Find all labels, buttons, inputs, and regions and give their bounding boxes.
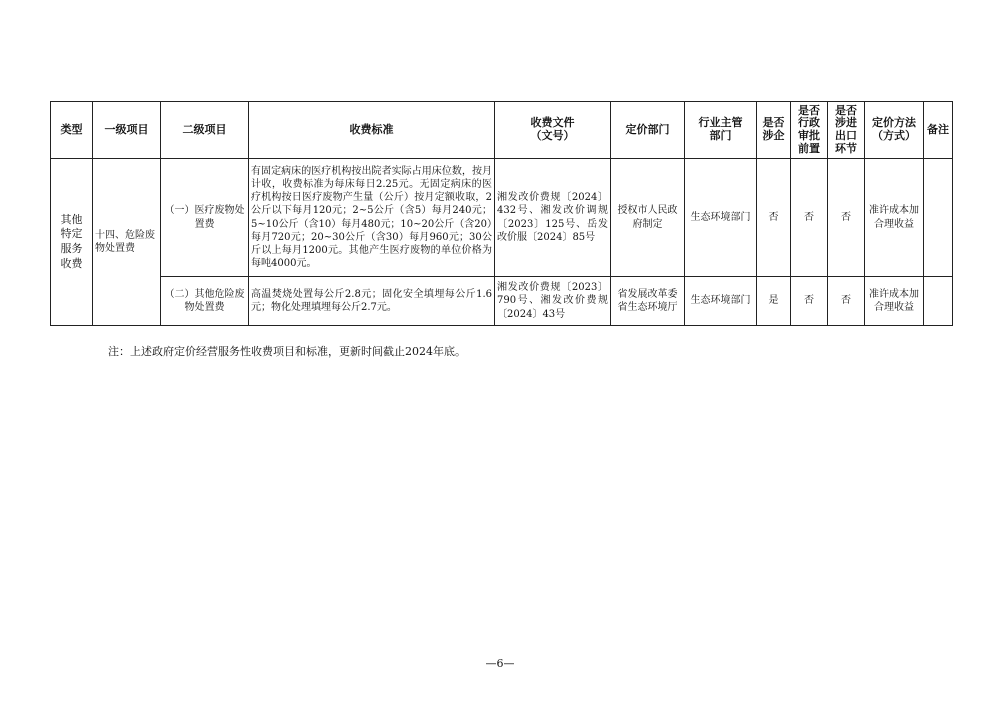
header-level1: 一级项目 [93, 102, 161, 159]
remark-cell [924, 277, 953, 326]
import-export-cell: 否 [828, 159, 865, 277]
header-import-export: 是否 涉进 出口 环节 [828, 102, 865, 159]
standard-cell: 高温焚烧处置每公斤2.8元；固化安全填埋每公斤1.6元；物化处理填埋每公斤2.7元。 [249, 277, 495, 326]
header-admin-approval: 是否 行政 审批 前置 [791, 102, 828, 159]
admin-approval-cell: 否 [791, 159, 828, 277]
level2-cell: （二）其他危险废物处置费 [161, 277, 249, 326]
pricing-method-cell: 准许成本加合理收益 [865, 159, 924, 277]
pricing-dept-cell: 省发展改革委 省生态环境厅 [611, 277, 685, 326]
remark-cell [924, 159, 953, 277]
header-row [51, 102, 953, 159]
page-number: —6— [485, 657, 515, 670]
header-standard: 收费标准 [249, 102, 495, 159]
header-involves-enterprise: 是否 涉企 [757, 102, 791, 159]
standard-cell: 有固定病床的医疗机构按出院者实际占用床位数，按月计收，收费标准为每床每日2.25元。无固定病床的医疗机构按日医疗废物产生量（公斤）按月定额收取，2公斤以下每月120元；2~5公斤（含5）每月240元；5~10公斤（含10）每月480元；10~20公斤（含20）每月720元；20~30公斤（含30）每月960元；30公斤以上每月1200元。其他产生医疗废物的单位价格为每吨4000元。 [249, 159, 495, 277]
header-type: 类型 [51, 102, 93, 159]
involves-enterprise-cell: 否 [757, 159, 791, 277]
header-remark: 备注 [924, 102, 953, 159]
level2-cell: （一）医疗废物处置费 [161, 159, 249, 277]
import-export-cell: 否 [828, 277, 865, 326]
header-level2: 二级项目 [161, 102, 249, 159]
header-pricing-dept: 定价部门 [611, 102, 685, 159]
industry-dept-cell: 生态环境部门 [685, 277, 757, 326]
level1-cell: 十四、危险废物处置费 [93, 159, 161, 326]
involves-enterprise-cell: 是 [757, 277, 791, 326]
header-fee-doc: 收费文件 （文号） [495, 102, 611, 159]
pricing-dept-cell: 授权市人民政府制定 [611, 159, 685, 277]
fee-doc-cell: 湘发改价费规〔2024〕432号、湘发改价调规〔2023〕125号、岳发改价服〔2024〕85号 [495, 159, 611, 277]
table-note: 注：上述政府定价经营服务性收费项目和标准，更新时间截止2024年底。 [108, 345, 466, 358]
admin-approval-cell: 否 [791, 277, 828, 326]
header-pricing-method: 定价方法 （方式） [865, 102, 924, 159]
industry-dept-cell: 生态环境部门 [685, 159, 757, 277]
fee-doc-cell: 湘发改价费规〔2023〕790号、湘发改价费规〔2024〕43号 [495, 277, 611, 326]
pricing-method-cell: 准许成本加合理收益 [865, 277, 924, 326]
header-industry-dept: 行业主管 部门 [685, 102, 757, 159]
table-row [51, 277, 953, 326]
fee-table [50, 101, 953, 326]
table-row [51, 159, 953, 277]
type-cell: 其他 特定 服务 收费 [51, 159, 93, 326]
